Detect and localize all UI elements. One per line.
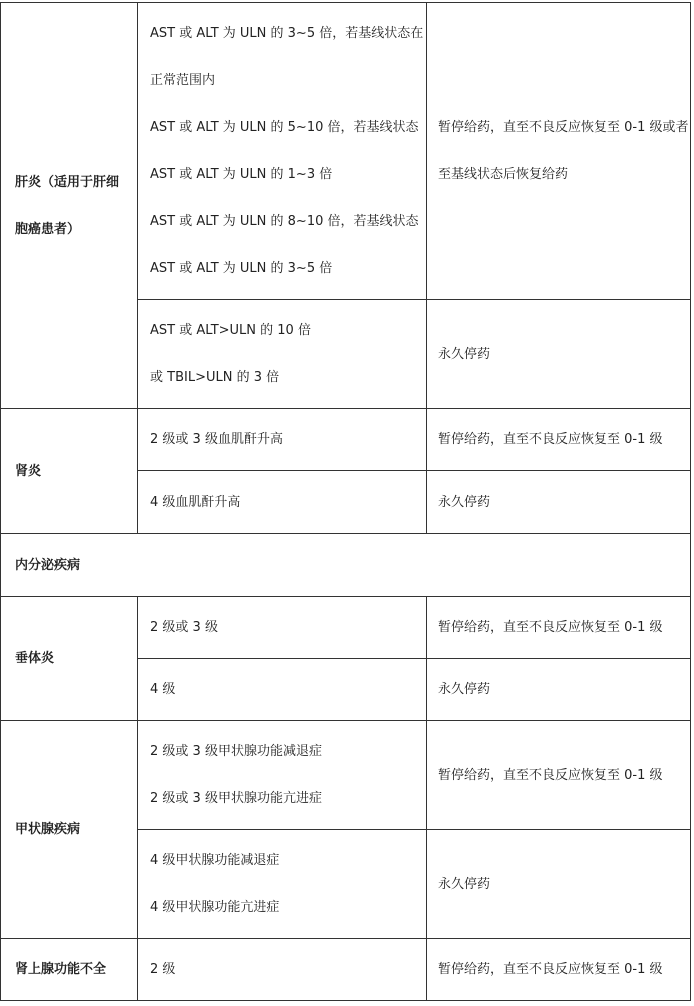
- action-cell: [427, 3, 691, 300]
- action-cell: 永久停药: [427, 659, 691, 721]
- condition-cell: [138, 721, 427, 830]
- action-cell: 暂停给药，直至不良反应恢复至 0-1 级: [427, 721, 691, 830]
- condition-text: 2 级或 3 级甲状腺功能亢进症: [150, 791, 322, 806]
- condition-text: 4 级甲状腺功能亢进症: [150, 900, 280, 915]
- condition-cell: 4 级血肌酐升高: [138, 471, 427, 534]
- action-text: 至基线状态后恢复给药: [438, 167, 569, 182]
- condition-cell: 2 级或 3 级: [138, 597, 427, 659]
- category-cell: [1, 3, 138, 409]
- action-cell: 暂停给药，直至不良反应恢复至 0-1 级: [427, 409, 691, 471]
- category-cell: 肾炎: [1, 409, 138, 534]
- condition-text: AST 或 ALT 为 ULN 的 5~10 倍，若基线状态: [150, 120, 419, 135]
- condition-text: AST 或 ALT 为 ULN 的 3~5 倍: [150, 261, 333, 276]
- category-cell: 甲状腺疾病: [1, 721, 138, 939]
- condition-text: AST 或 ALT 为 ULN 的 8~10 倍，若基线状态: [150, 214, 419, 229]
- category-cell: 肾上腺功能不全: [1, 939, 138, 1001]
- action-cell: 永久停药: [427, 471, 691, 534]
- condition-cell: [138, 830, 427, 939]
- section-row: [1, 534, 691, 597]
- action-cell: 暂停给药，直至不良反应恢复至 0-1 级: [427, 939, 691, 1001]
- condition-cell: [138, 3, 427, 300]
- condition-text: AST 或 ALT 为 ULN 的 3~5 倍，若基线状态在: [150, 26, 424, 41]
- table-row: [1, 3, 691, 300]
- action-cell: 暂停给药，直至不良反应恢复至 0-1 级: [427, 597, 691, 659]
- condition-text: AST 或 ALT 为 ULN 的 1~3 倍: [150, 167, 333, 182]
- category-label: 肝炎（适用于肝细: [15, 174, 120, 190]
- action-cell: 永久停药: [427, 830, 691, 939]
- condition-text: 2 级或 3 级甲状腺功能减退症: [150, 744, 322, 759]
- section-heading: 内分泌疾病: [1, 534, 691, 597]
- condition-cell: [138, 300, 427, 409]
- table-row: [1, 409, 691, 471]
- condition-text: 或 TBIL>ULN 的 3 倍: [150, 370, 280, 385]
- table-row: [1, 939, 691, 1001]
- condition-cell: 4 级: [138, 659, 427, 721]
- action-cell: [427, 300, 691, 409]
- category-label: 胞癌患者）: [15, 221, 81, 237]
- condition-cell: 2 级: [138, 939, 427, 1001]
- table-row: [1, 721, 691, 830]
- condition-text: 4 级甲状腺功能减退症: [150, 853, 280, 868]
- table-row: [1, 597, 691, 659]
- condition-text: 正常范围内: [150, 73, 216, 88]
- condition-cell: 2 级或 3 级血肌酐升高: [138, 409, 427, 471]
- action-text: 暂停给药，直至不良反应恢复至 0-1 级或者: [438, 120, 689, 135]
- condition-text: AST 或 ALT>ULN 的 10 倍: [150, 323, 311, 338]
- action-text: 永久停药: [438, 346, 491, 362]
- category-cell: 垂体炎: [1, 597, 138, 721]
- adverse-reaction-table: [0, 2, 691, 1001]
